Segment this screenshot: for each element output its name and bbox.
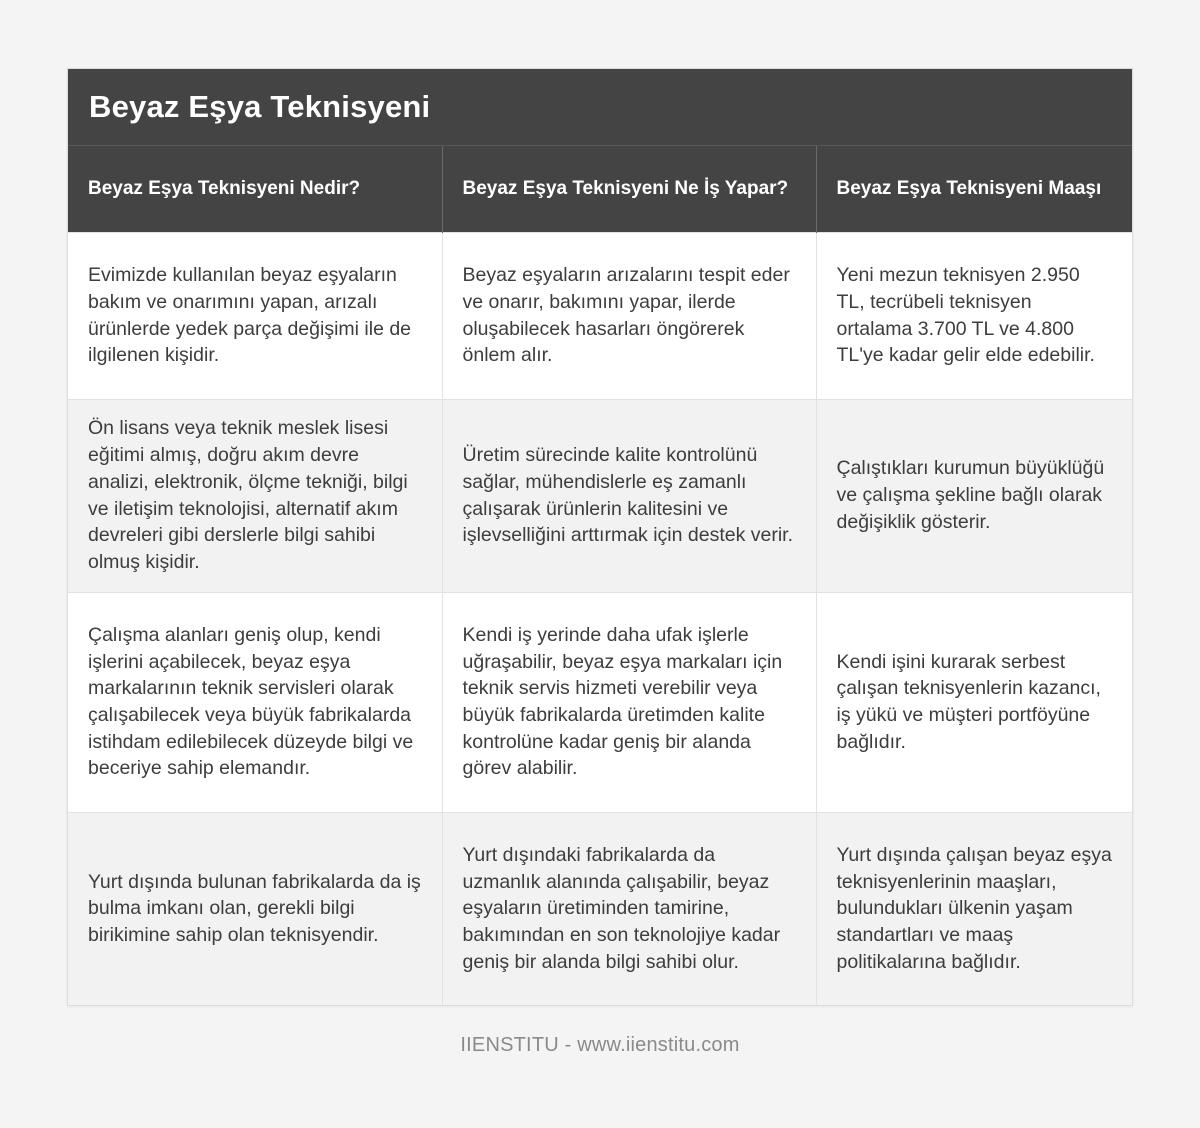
info-table [68,146,1132,1005]
footer-credit: IIENSTITU - www.iienstitu.com [460,1034,740,1056]
table-cell: Evimizde kullanılan beyaz eşyaların bakım ve onarımını yapan, arızalı ürünlerde yedek parça değişimi ile de ilgilenen kişidir. [68,232,442,399]
table-cell: Kendi iş yerinde daha ufak işlerle uğraşabilir, beyaz eşya markaları için teknik servis hizmeti verebilir veya büyük fabrikalarda üretimden kalite kontrolüne kadar geniş bir alanda görev alabilir. [442,592,816,812]
table-cell: Yurt dışındaki fabrikalarda da uzmanlık alanında çalışabilir, beyaz eşyaların üretiminden tamirine, bakımından en son teknolojiye kadar geniş bir alanda bilgi sahibi olur. [442,812,816,1005]
title-bar [68,69,1132,146]
table-row [68,232,1132,399]
table-cell: Üretim sürecinde kalite kontrolünü sağlar, mühendislerle eş zamanlı çalışarak ürünlerin kalitesini ve işlevselliğini arttırmak için destek verir. [442,399,816,592]
table-cell: Yurt dışında çalışan beyaz eşya teknisyenlerinin maaşları, bulundukları ülkenin yaşam standartları ve maaş politikalarına bağlıdır. [816,812,1132,1005]
table-cell: Ön lisans veya teknik meslek lisesi eğitimi almış, doğru akım devre analizi, elektronik, ölçme tekniği, bilgi ve iletişim teknolojisi, alternatif akım devreleri gibi derslerle bilgi sahibi olmuş kişidir. [68,399,442,592]
column-header-salary: Beyaz Eşya Teknisyeni Maaşı [816,146,1132,232]
header-row [68,146,1132,232]
table-cell: Çalıştıkları kurumun büyüklüğü ve çalışma şekline bağlı olarak değişiklik gösterir. [816,399,1132,592]
table-cell: Beyaz eşyaların arızalarını tespit eder ve onarır, bakımını yapar, ilerde oluşabilecek hasarları öngörerek önlem alır. [442,232,816,399]
table-cell: Yurt dışında bulunan fabrikalarda da iş bulma imkanı olan, gerekli bilgi birikimine sahip olan teknisyendir. [68,812,442,1005]
table-cell: Kendi işini kurarak serbest çalışan teknisyenlerin kazancı, iş yükü ve müşteri portföyüne bağlıdır. [816,592,1132,812]
table-row [68,399,1132,592]
table-cell: Çalışma alanları geniş olup, kendi işlerini açabilecek, beyaz eşya markalarının teknik servisleri olarak çalışabilecek veya büyük fabrikalarda istihdam edilebilecek düzeyde bilgi ve beceriye sahip elemandır. [68,592,442,812]
table-row [68,592,1132,812]
table-row [68,812,1132,1005]
column-header-what-does: Beyaz Eşya Teknisyeni Ne İş Yapar? [442,146,816,232]
info-table-card [67,68,1133,1006]
table-cell: Yeni mezun teknisyen 2.950 TL, tecrübeli teknisyen ortalama 3.700 TL ve 4.800 TL'ye kadar gelir elde edebilir. [816,232,1132,399]
column-header-what-is: Beyaz Eşya Teknisyeni Nedir? [68,146,442,232]
page-title: Beyaz Eşya Teknisyeni [89,89,431,124]
